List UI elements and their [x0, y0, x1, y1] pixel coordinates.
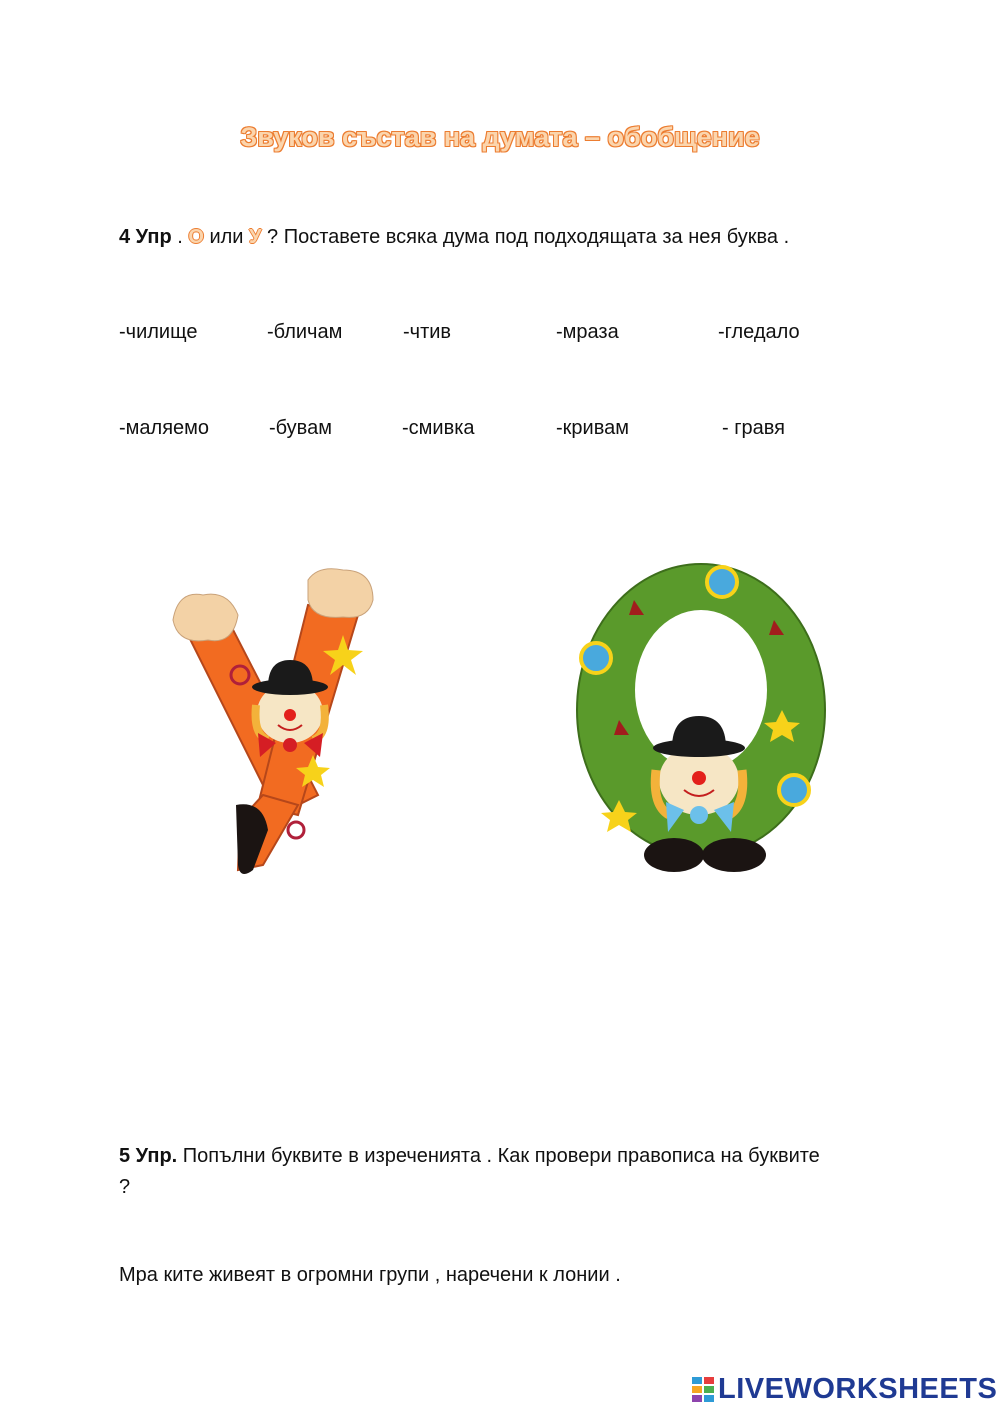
letter-u-clown-icon	[168, 565, 383, 880]
word-item[interactable]: -мраза	[556, 321, 619, 343]
or-word: или	[203, 226, 250, 248]
exercise-5-instruction-cont: ?	[119, 1176, 131, 1198]
logo-squares-icon	[692, 1377, 714, 1402]
exercise-5-heading	[119, 1145, 820, 1168]
exercise-5-instruction: Попълни буквите в изреченията . Как провери правописа на буквите	[177, 1145, 820, 1167]
word-item[interactable]: -бувам	[269, 417, 332, 439]
letter-u-label: У	[249, 226, 262, 248]
word-item[interactable]: -гледало	[718, 321, 800, 343]
exercise-5-number: 5 Упр.	[119, 1145, 178, 1167]
word-item[interactable]: - гравя	[722, 417, 785, 439]
word-item[interactable]: -чтив	[403, 321, 452, 343]
word-item[interactable]: -кривам	[556, 417, 629, 439]
word-item[interactable]: -смивка	[402, 417, 475, 439]
word-item[interactable]: -маляемо	[119, 417, 210, 439]
exercise-4-separator: .	[171, 226, 189, 248]
exercise-4-instruction: ? Поставете всяка дума под подходящата за нея буква .	[261, 226, 790, 248]
page-title: Звуков състав на думата – обобщение	[240, 122, 760, 152]
word-item[interactable]: -бличам	[267, 321, 343, 343]
exercise-5-sentence: Мра ките живеят в огромни групи , наречени к лонии .	[119, 1264, 621, 1286]
letter-o-label: О	[188, 226, 204, 248]
exercise-4-heading	[119, 226, 789, 249]
word-item[interactable]: -чилище	[119, 321, 198, 343]
brand-name: LIVEWORKSHEETS	[718, 1372, 998, 1405]
liveworksheets-logo[interactable]	[692, 1372, 997, 1406]
exercise-4-number: 4 Упр	[119, 226, 172, 248]
letter-o-clown-icon	[574, 560, 829, 880]
